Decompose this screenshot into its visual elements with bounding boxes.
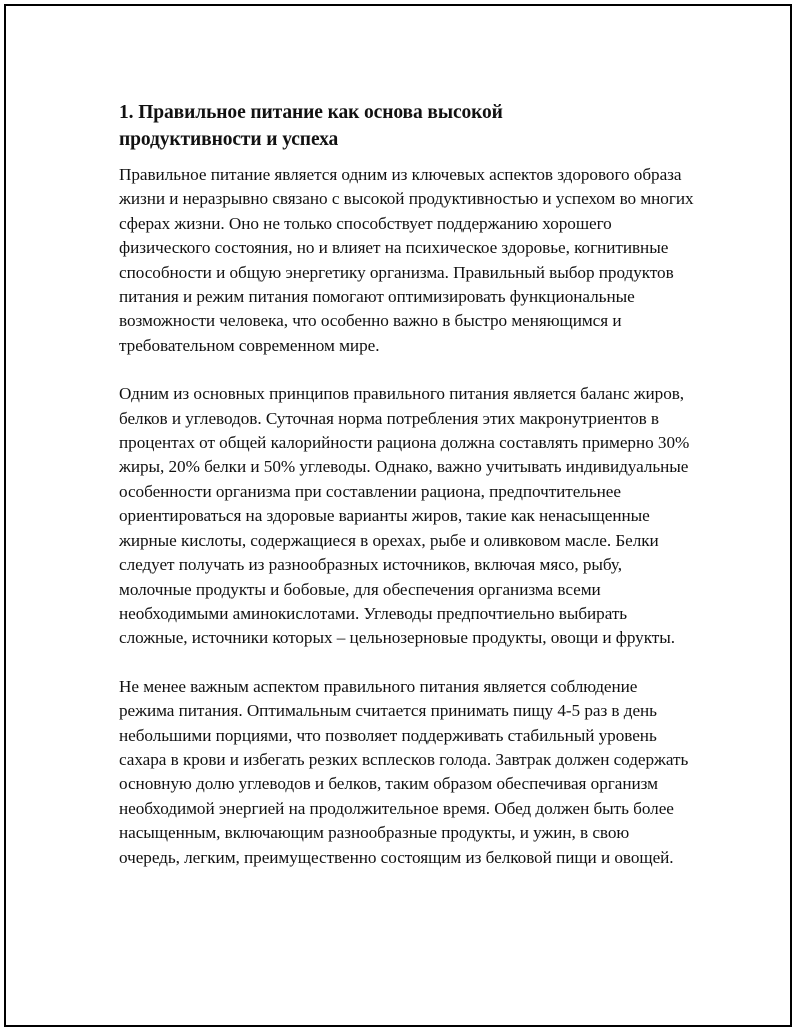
paragraph-intro: Правильное питание является одним из ключевых аспектов здорового образа жизни и неразрывно связано с высокой продуктивностью и успехом во многих сферах жизни. Оно не только способствует поддержанию хорошего физического состояния, но и влияет на психическое здоровье, когнитивные способности и общую энергетику организма. Правильный выбор продуктов питания и режим питания помогают оптимизировать функциональные возможности человека, что особенно важно в быстро меняющимся и требовательном современном мире. [119, 165, 694, 355]
page-frame [4, 4, 792, 1027]
section-title-line-1: 1. Правильное питание как основа высокой [119, 102, 503, 123]
section-title-line-2: продуктивности и успеха [119, 129, 339, 150]
document-body [119, 99, 694, 870]
paragraph-meal-schedule: Не менее важным аспектом правильного питания является соблюдение режима питания. Оптимальным считается принимать пищу 4-5 раз в день небольшими порциями, что позволяет поддерживать стабильный уровень сахара в крови и избегать резких всплесков голода. Завтрак должен содержать основную долю углеводов и белков, таким образом обеспечивая организм необходимой энергией на продолжительное время. Обед должен быть более насыщенным, включающим разнообразные продукты, и ужин, в свою очередь, легким, преимущественно состоящим из белковой пищи и овощей. [119, 676, 689, 867]
paragraph-macronutrients: Одним из основных принципов правильного питания является баланс жиров, белков и углеводов. Суточная норма потребления этих макронутриентов в процентах от общей калорийности рациона должна составлять примерно 30% жиры, 20% белки и 50% углеводы. Однако, важно учитывать индивидуальные особенности организма при составлении рациона, предпочтительнее ориентироваться на здоровые варианты жиров, такие как ненасыщенные жирные кислоты, содержащиеся в орехах, рыбе и оливковом масле. Белки следует получать из разнообразных источников, включая мясо, рыбу, молочные продукты и бобовые, для обеспечения организма всеми необходимыми аминокислотами. Углеводы предпочтиельно выбирать сложные, источники которых – цельнозерновые продукты, овощи и фрукты. [119, 384, 690, 648]
section-title [119, 99, 694, 153]
